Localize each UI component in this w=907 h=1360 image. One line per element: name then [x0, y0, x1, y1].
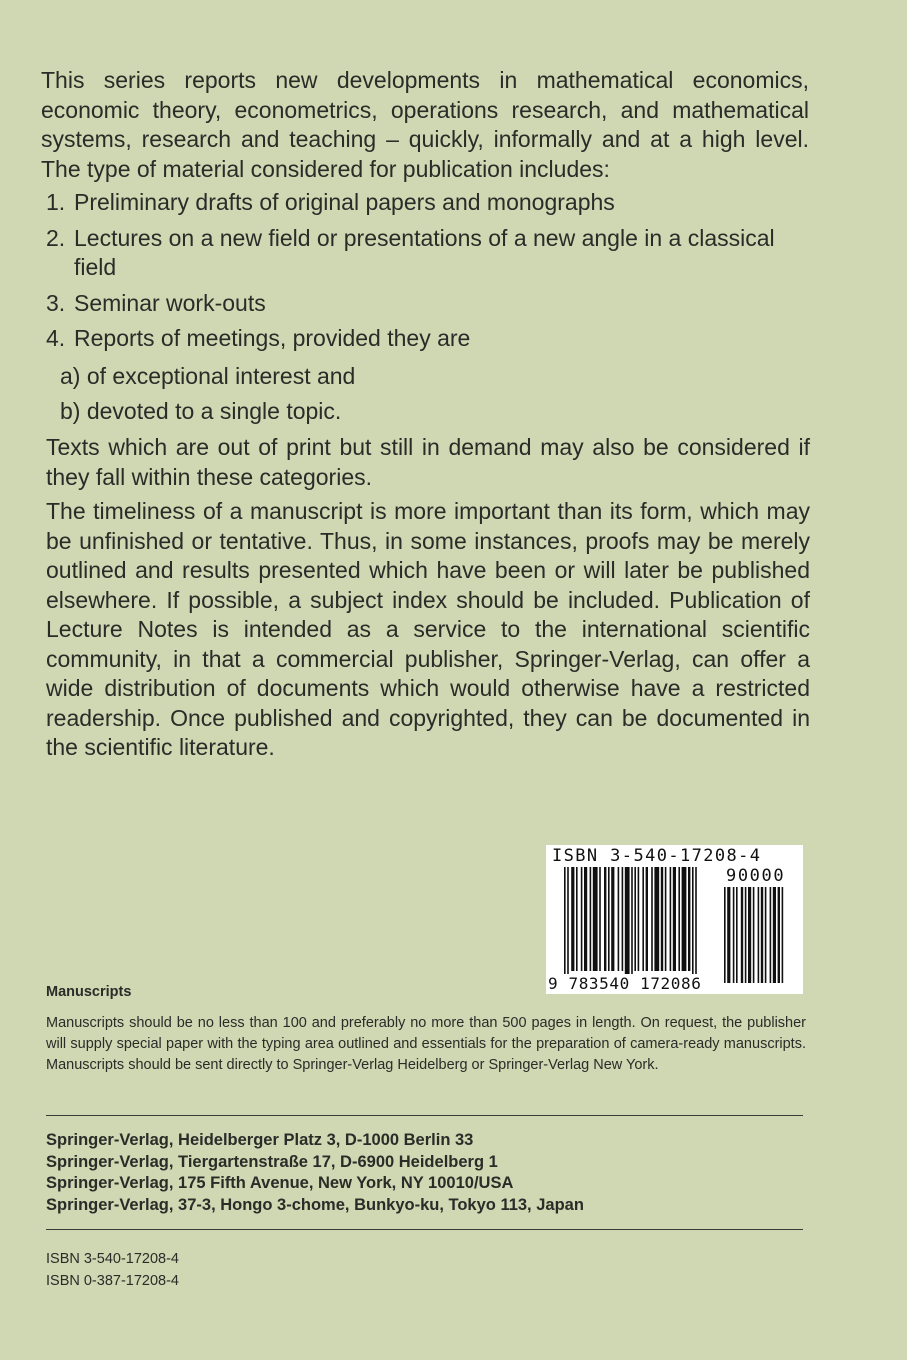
barcode-bar	[724, 887, 726, 983]
list-text: Lectures on a new field or presentations of a new angle in a classical field	[74, 224, 775, 280]
address-line: Springer-Verlag, Tiergartenstraße 17, D-6900 Heidelberg 1	[46, 1152, 498, 1171]
list-number: 3.	[46, 289, 66, 316]
divider	[46, 1229, 803, 1230]
barcode-bar	[778, 887, 780, 983]
barcode-bar	[678, 867, 680, 971]
barcode-bar	[576, 867, 578, 971]
barcode-bar	[651, 867, 653, 971]
barcode-bar	[622, 867, 624, 971]
barcode-bar	[741, 887, 743, 983]
isbn-list	[46, 1248, 179, 1292]
barcode-bar	[692, 867, 694, 981]
barcode-bar	[646, 867, 648, 971]
barcode-bar	[611, 867, 614, 971]
reprint-paragraph: Texts which are out of print but still in demand may also be considered if they fall within these categories.	[46, 434, 810, 490]
address-line: Springer-Verlag, 37-3, Hongo 3-chome, Bunkyo-ku, Tokyo 113, Japan	[46, 1195, 584, 1214]
barcode-bar	[748, 887, 751, 983]
barcode-bar	[564, 867, 566, 981]
list-text: Preliminary drafts of original papers and monographs	[74, 189, 615, 215]
barcode-bar	[688, 867, 690, 971]
barcode-bar	[581, 867, 583, 971]
barcode-bar	[590, 867, 592, 971]
manuscripts-text: Manuscripts should be no less than 100 and preferably no more than 500 pages in length. On request, the publisher will supply special paper with the typing area outlined and essentials for the preparation of camera-ready manuscripts. Manuscripts should be sent directly to Springer-Verlag Heidelberg or Springer-Verlag New York.	[46, 1015, 806, 1073]
barcode-bar	[736, 887, 738, 983]
isbn-barcode	[546, 845, 803, 994]
ean-barcode-bars	[564, 867, 714, 981]
list-item	[46, 289, 810, 319]
barcode-bar	[727, 887, 730, 983]
barcode-bar	[673, 867, 676, 971]
barcode-bar	[758, 887, 760, 983]
list-item	[46, 188, 810, 218]
barcode-bar	[773, 887, 776, 983]
timeliness-paragraph: The timeliness of a manuscript is more important than its form, which may be unfinished or tentative. Thus, in some instances, proofs may be merely outlined and results presented which have been or will later be published elsewhere. If possible, a subject index should be included. Publication of Lecture Notes is intended as a service to the international scientific community, in that a commercial publisher, Springer-Verlag, can offer a wide distribution of documents which would otherwise have a restricted readership. Once published and copyrighted, they can be documented in the scientific literature.	[46, 498, 810, 760]
addon-barcode-bars	[724, 887, 800, 983]
publisher-addresses	[46, 1130, 584, 1216]
barcode-bar	[695, 867, 697, 981]
barcode-bar	[567, 867, 569, 981]
material-list	[46, 188, 810, 360]
barcode-bar	[654, 867, 659, 971]
address-line: Springer-Verlag, 175 Fifth Avenue, New York, NY 10010/USA	[46, 1174, 514, 1192]
barcode-bar	[593, 867, 598, 971]
isbn-line: ISBN 0-387-17208-4	[46, 1273, 179, 1289]
manuscripts-heading: Manuscripts	[46, 984, 132, 1000]
list-number: 2.	[46, 224, 66, 251]
sublist-item: b) devoted to a single topic.	[60, 398, 342, 424]
list-item	[46, 324, 810, 354]
barcode-ean-digits: 9 783540 172086	[548, 974, 702, 993]
barcode-bar	[670, 867, 672, 971]
barcode-bar	[634, 867, 636, 971]
barcode-bar	[642, 867, 644, 971]
barcode-bar	[599, 867, 601, 971]
barcode-bar	[618, 867, 620, 971]
barcode-bar	[625, 867, 630, 981]
barcode-bar	[604, 867, 606, 971]
barcode-bar	[765, 887, 767, 983]
barcode-bar	[733, 887, 735, 983]
list-text: Reports of meetings, provided they are	[74, 325, 471, 351]
barcode-isbn-label: ISBN 3-540-17208-4	[552, 846, 762, 866]
address-line: Springer-Verlag, Heidelberger Platz 3, D-1000 Berlin 33	[46, 1131, 474, 1149]
barcode-bar	[638, 867, 640, 971]
isbn-line: ISBN 3-540-17208-4	[46, 1251, 179, 1267]
barcode-bar	[745, 887, 747, 983]
barcode-bar	[665, 867, 667, 971]
list-number: 4.	[46, 325, 66, 351]
barcode-bar	[782, 887, 784, 983]
barcode-bar	[770, 887, 772, 983]
barcode-addon-digits: 90000	[726, 866, 786, 886]
barcode-bar	[661, 867, 663, 971]
list-text: Seminar work-outs	[74, 289, 266, 316]
barcode-bar	[682, 867, 687, 971]
list-item	[46, 224, 810, 283]
barcode-bar	[571, 867, 574, 971]
barcode-bar	[753, 887, 755, 983]
divider	[46, 1115, 803, 1116]
barcode-bar	[631, 867, 633, 981]
barcode-bar	[761, 887, 763, 983]
sublist-item: a) of exceptional interest and	[60, 363, 356, 389]
series-description: This series reports new developments in mathematical economics, economic theory, econometrics, operations research, and mathematical systems, research and teaching – quickly, informally and at a high level. The type of material considered for publication includes:	[41, 67, 809, 182]
list-number: 1.	[46, 189, 66, 215]
barcode-bar	[584, 867, 587, 971]
barcode-bar	[608, 867, 610, 971]
